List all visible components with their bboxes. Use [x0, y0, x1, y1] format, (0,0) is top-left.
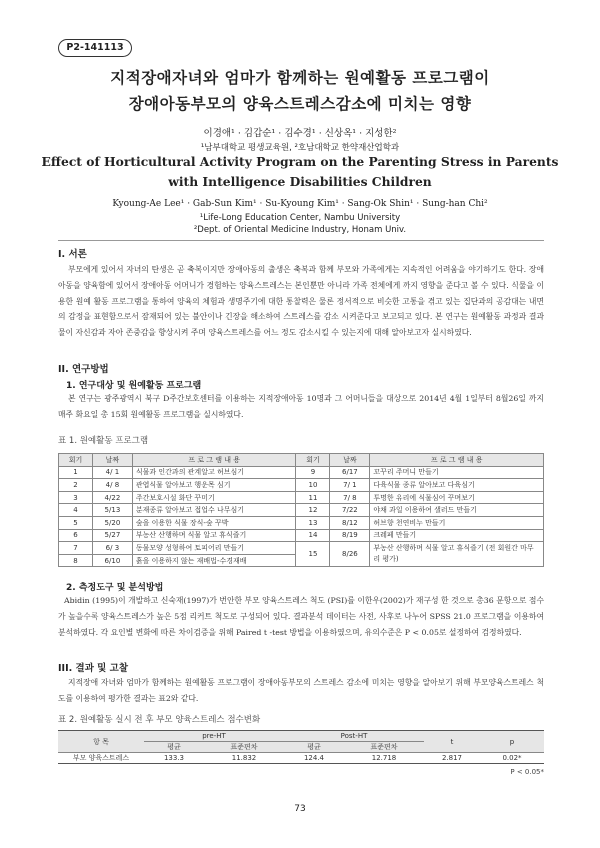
table-2-stress-scores [58, 730, 544, 764]
table-cell: 식물과 인간과의 관계알고 허브심기 [132, 466, 296, 479]
title-english: Effect of Horticultural Activity Program on the Parenting Stress in Parents with Intelligence Disabilities Children [41, 154, 559, 189]
table-cell: 분재종류 알아보고 접업수 나무심기 [132, 504, 296, 517]
table-cell: 13 [296, 516, 330, 529]
table-cell: 8/12 [330, 516, 370, 529]
header-cell: 회기 [59, 454, 93, 467]
header-cell: 날짜 [92, 454, 132, 467]
table-cell: 14 [296, 529, 330, 542]
table-cell: 숲을 이용한 식물 장식-숲 꾸박 [132, 516, 296, 529]
introduction-paragraph: 부모에게 있어서 자녀의 탄생은 곧 축복이지만 장애아동의 출생은 축복과 함께 부모와 가족에게는 지속적인 어려움을 야기하기도 한다. 장애아동을 양육함에 있어서 장애아동 어머니가 경험하는 양육스트레스는 본인뿐만 아니라 가족 전체에게 까지 영향을 준다고 볼 수 있다. 식물을 이용한 원예 활동 프로그램을 통하여 양육의 체험과 생명주기에 대한 통찰력은 물론 정서적으로 비슷한 고통을 겪고 있는 집단과의 공감대는 내면의 감정을 표현함으로서 잠재되어 있는 불안이나 긴장을 해소하여 스트레스를 감소 시켜준다고 보고되고 있다. 본 연구는 원예활동 과정과 결과물이 자신감과 자아 존중감을 향상시켜 주며 양육스트레스를 어느 정도 감소시킬 수 있는지에 대해 알아보고자 실시하였다. [58, 265, 544, 338]
table-cell: 4 [59, 504, 93, 517]
header-cell-p: p [480, 731, 544, 753]
divider [58, 240, 544, 241]
table-cell: 7 [59, 542, 93, 555]
table-header-row [59, 454, 544, 467]
table-cell: 부농산 산행하며 식물 알고 휴식즐기 (전 회원간 마무리 평가) [370, 542, 544, 567]
table-cell: 7/22 [330, 504, 370, 517]
table-1-program [58, 453, 544, 567]
table-cell: 5/20 [92, 516, 132, 529]
subsection-heading-subjects: 1. 연구대상 및 원예활동 프로그램 [66, 381, 202, 391]
table-cell: 133.3 [144, 753, 204, 764]
header-cell: 프 로 그 램 내 용 [370, 454, 544, 467]
table-cell: 관엽식물 알아보고 행운목 심기 [132, 479, 296, 492]
header-cell-mean: 평균 [144, 742, 204, 753]
header-cell-sd: 표준편차 [344, 742, 424, 753]
page-number: 73 [294, 804, 306, 814]
table-cell: 11.832 [204, 753, 284, 764]
table-row [59, 542, 544, 555]
section-heading-methods: II. 연구방법 [58, 364, 109, 375]
table-cell: 12.718 [344, 753, 424, 764]
table-cell: 124.4 [284, 753, 344, 764]
table-cell: 2.817 [424, 753, 480, 764]
header-cell: 프 로 그 램 내 용 [132, 454, 296, 467]
table-cell: 5/13 [92, 504, 132, 517]
results-paragraph: 지적장애 자녀와 엄마가 함께하는 원예활동 프로그램이 장애아동부모의 스트레스 감소에 미치는 영향을 알아보기 위해 부모양육스트레스 척도를 이용하여 평가한 결과는 표2와 같다. [58, 678, 544, 703]
table-row [59, 466, 544, 479]
table-cell: 9 [296, 466, 330, 479]
methods-paragraph-1: 본 연구는 광주광역시 북구 D주간보호센터를 이용하는 지적장애아동 10명과 그 어머니들을 대상으로 2014년 4월 1일부터 8월26일 까지 매주 화요일 총 15회 원예활동 프로그램을 실시하였다. [58, 394, 544, 419]
table-cell: 주간보호시설 화단 꾸미기 [132, 491, 296, 504]
header-cell-post: Post-HT [284, 731, 424, 742]
header-cell: 날짜 [330, 454, 370, 467]
table-row [59, 491, 544, 504]
section-heading-results: III. 결과 및 고찰 [58, 663, 129, 674]
table-cell: 7/ 8 [330, 491, 370, 504]
header-cell-pre: pre-HT [144, 731, 284, 742]
header-cell-item: 항 목 [58, 731, 144, 753]
table-cell: 야채 과일 이용하여 샐러드 만들기 [370, 504, 544, 517]
table-cell: 동물모양 성형하여 토피어리 만들기 [132, 542, 296, 555]
authors-english: Kyoung-Ae Lee¹ · Gab-Sun Kim¹ · Su-Kyoung Kim¹ · Sang-Ok Shin¹ · Sung-han Chi² [112, 199, 488, 209]
header-cell-sd: 표준편차 [204, 742, 284, 753]
table-cell: 4/22 [92, 491, 132, 504]
table-cell: 6 [59, 529, 93, 542]
header-cell: 회기 [296, 454, 330, 467]
table-cell: 8/19 [330, 529, 370, 542]
affiliation-english-1: ¹Life-Long Education Center, Nambu University [199, 213, 401, 223]
table-cell: 12 [296, 504, 330, 517]
table-cell: 크레페 만들기 [370, 529, 544, 542]
poster-id-badge: P2-141113 [58, 39, 132, 57]
table-cell: 10 [296, 479, 330, 492]
table-cell: 4/ 1 [92, 466, 132, 479]
authors-korean: 이경애¹ · 김갑순¹ · 김수경¹ · 신상옥¹ · 지성한² [203, 128, 397, 139]
table-cell: 4/ 8 [92, 479, 132, 492]
table-cell: 5/27 [92, 529, 132, 542]
table-cell: 0.02* [480, 753, 544, 764]
table-cell: 8 [59, 554, 93, 567]
table-cell: 흙을 이용하지 않는 재배법-수경재배 [132, 554, 296, 567]
table-cell: 7/ 1 [330, 479, 370, 492]
table-cell: 3 [59, 491, 93, 504]
table-cell: 6/ 3 [92, 542, 132, 555]
table-cell: 11 [296, 491, 330, 504]
table-cell: 1 [59, 466, 93, 479]
subsection-heading-measures: 2. 측정도구 및 분석방법 [66, 583, 164, 593]
affiliation-english-2: ²Dept. of Oriental Medicine Industry, Honam Univ. [193, 225, 407, 235]
table-header-row [58, 731, 544, 742]
table-cell: 8/26 [330, 542, 370, 567]
table-row [59, 516, 544, 529]
affiliation-korean: ¹남부대학교 평생교육원, ²호남대학교 한약재산업학과 [200, 143, 400, 153]
header-cell-t: t [424, 731, 480, 753]
methods-paragraph-2: Abidin (1995)이 개발하고 신숙재(1997)가 번안한 부모 양육스트레스 척도 (PSI)를 이한우(2002)가 재구성 한 것으로 총36 문항으로 점수가 높을수록 양육스트레스가 높은 5점 리커트 척도로 구성되어 있다. 결과분석 데이터는 사전, 사후로 나누어 SPSS 21.0 프로그램을 이용하여 분석하였다. 각 요인별 변화에 따른 차이검증을 위해 Paired t -test 방법을 이용하였으며, 유의수준은 P < 0.05로 설정하여 검정하였다. [58, 596, 544, 637]
table-cell: 5 [59, 516, 93, 529]
table-cell: 부모 양육스트레스 [58, 753, 144, 764]
section-heading-introduction: I. 서론 [58, 249, 87, 260]
table-cell: 2 [59, 479, 93, 492]
title-korean-line-2: 장애아동부모의 양육스트레스감소에 미치는 영향 [128, 95, 472, 113]
table-cell: 꼬꾸리 주머니 만들기 [370, 466, 544, 479]
table-cell: 부농산 산행하며 식물 알고 휴식즐기 [132, 529, 296, 542]
table-1-caption: 표 1. 원예활동 프로그램 [58, 436, 149, 446]
table-cell: 6/17 [330, 466, 370, 479]
table-cell: 허브향 천연비누 만들기 [370, 516, 544, 529]
table-2-footnote: P < 0.05* [510, 768, 544, 776]
table-2-caption: 표 2. 원예활동 실시 전 후 부모 양육스트레스 점수변화 [58, 715, 261, 725]
title-korean-line-1: 지적장애자녀와 엄마가 함께하는 원예활동 프로그램이 [110, 69, 490, 87]
table-row [58, 753, 544, 764]
table-cell: 투명한 유리에 식물심어 꾸며보기 [370, 491, 544, 504]
table-cell: 15 [296, 542, 330, 567]
table-row [59, 504, 544, 517]
table-row [59, 479, 544, 492]
header-cell-mean: 평균 [284, 742, 344, 753]
table-cell: 6/10 [92, 554, 132, 567]
table-cell: 다육식물 종류 알아보고 다육심기 [370, 479, 544, 492]
table-row [59, 529, 544, 542]
